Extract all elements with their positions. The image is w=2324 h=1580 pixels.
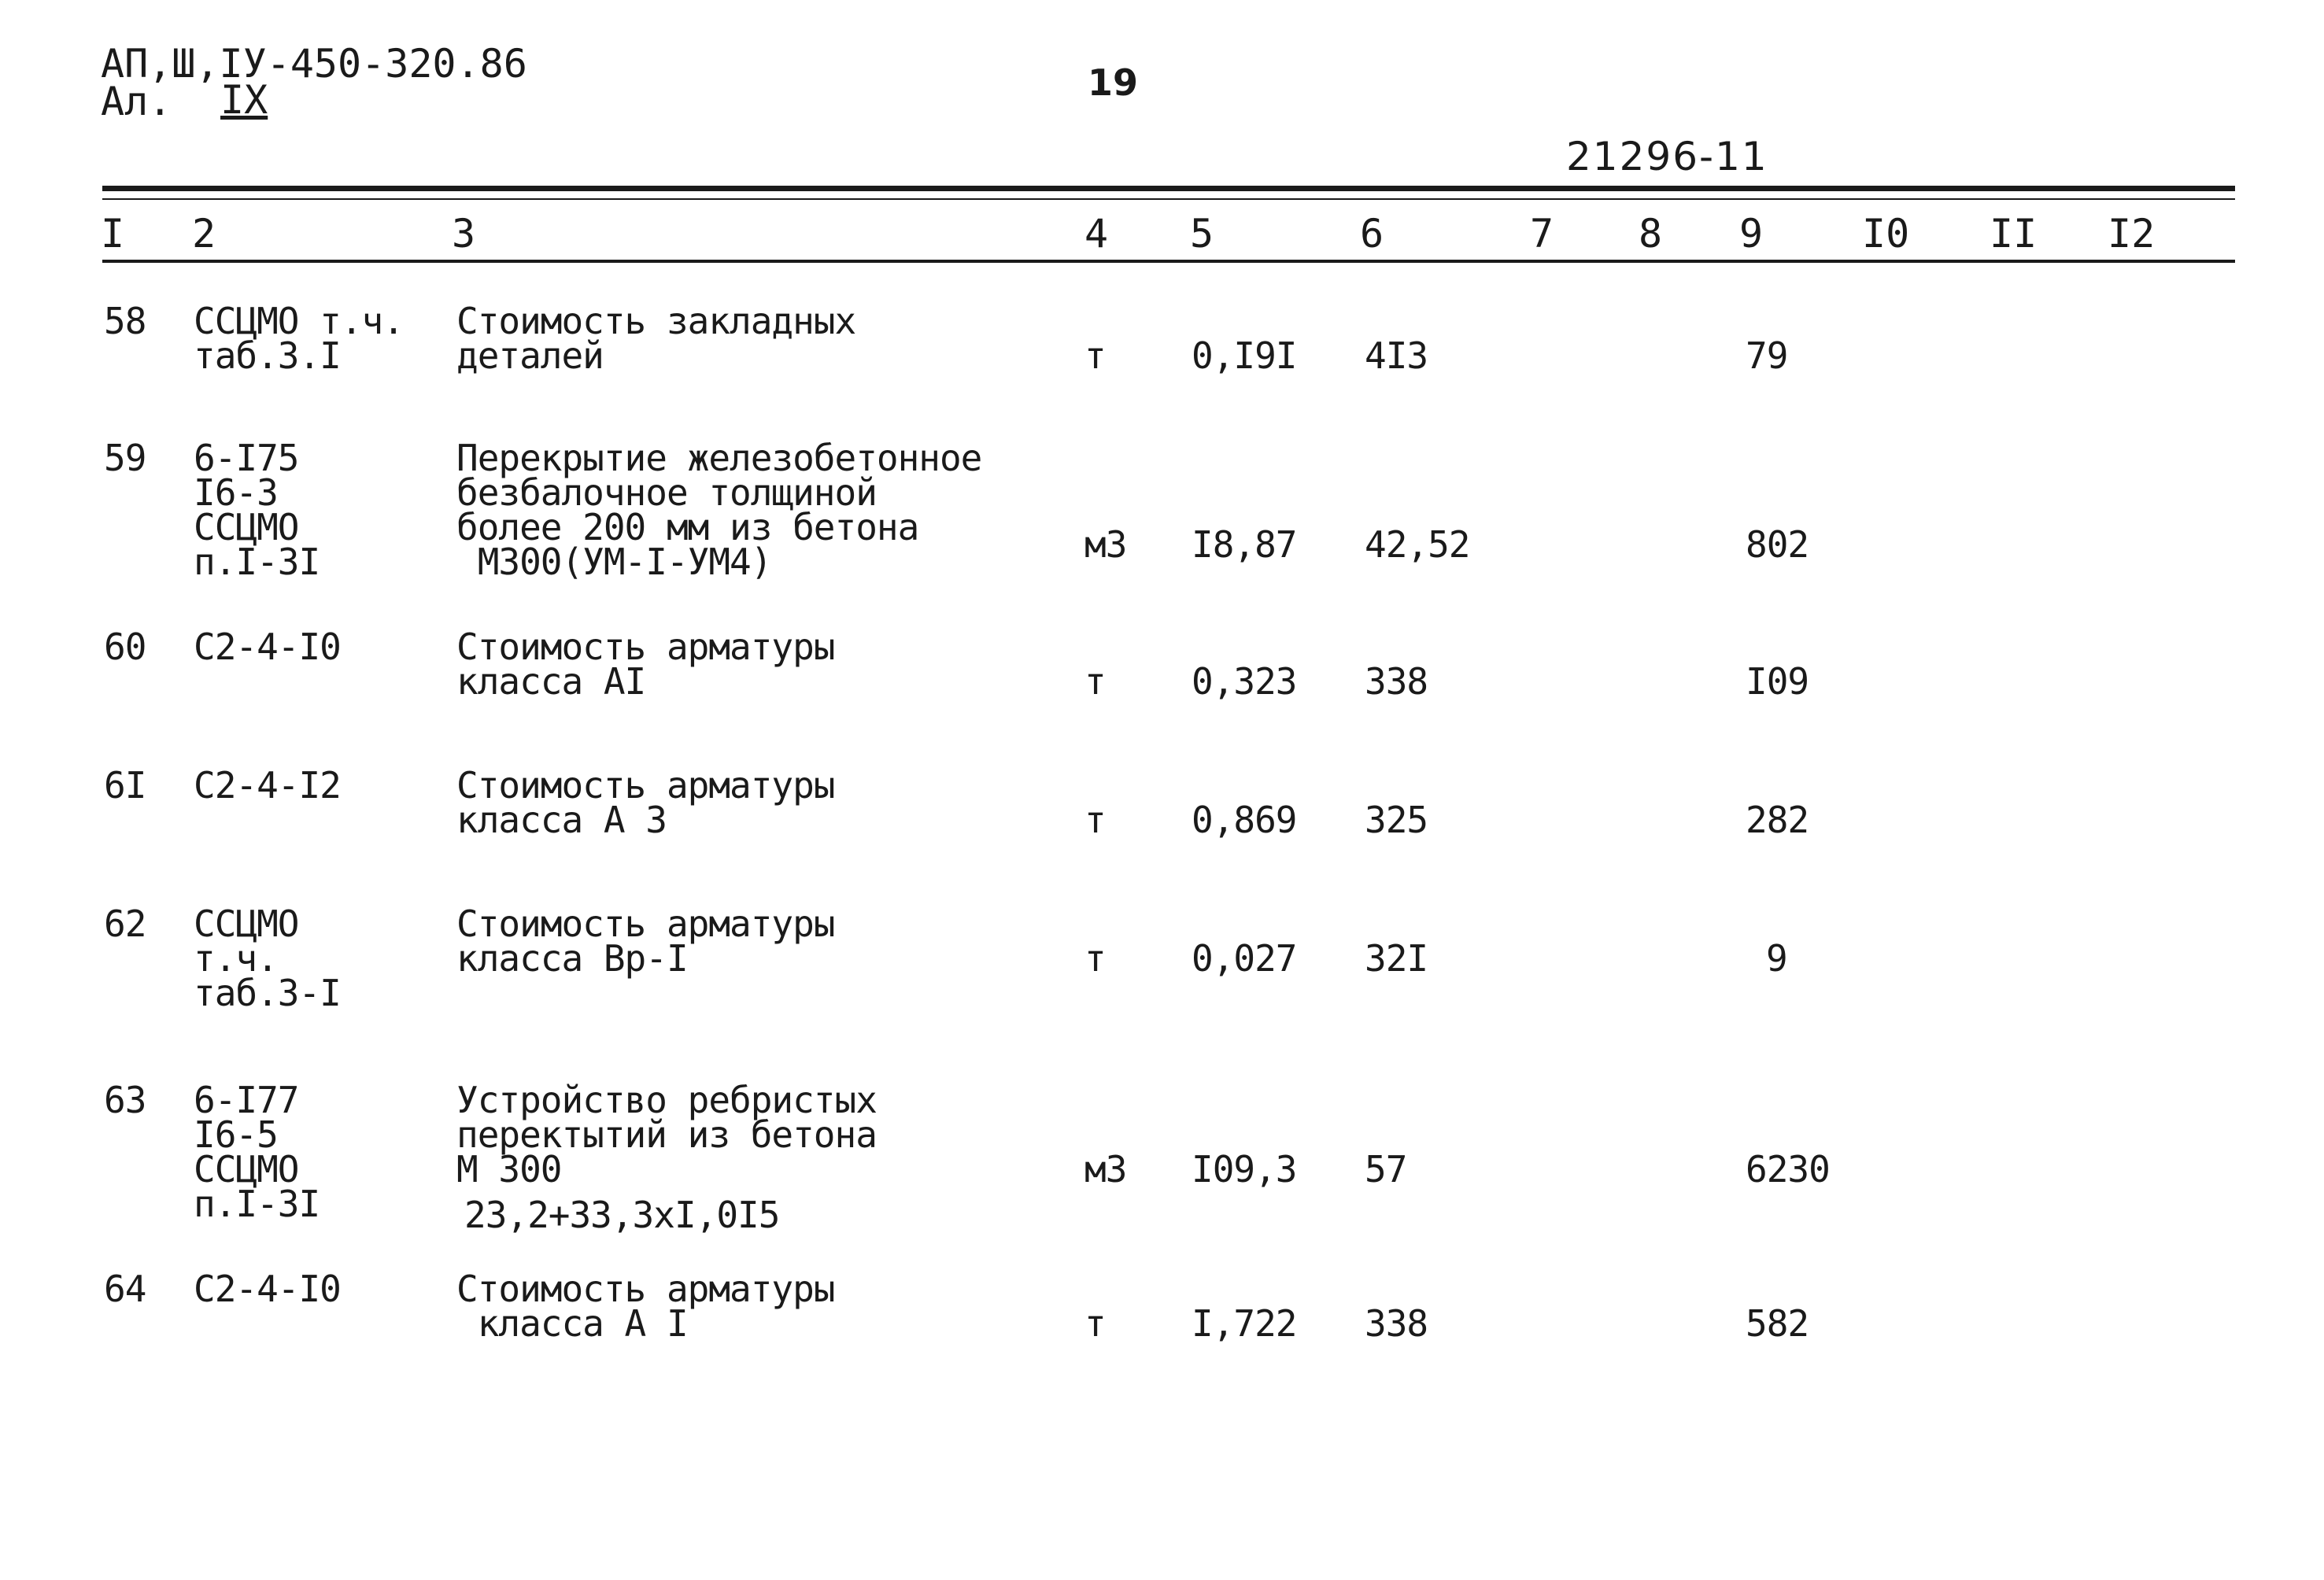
work-description: Перекрытие железобетонное [456,437,982,479]
norm-code: п.I-3I [194,541,320,583]
norm-code: п.I-3I [194,1183,320,1225]
norm-code: таб.3-I [194,972,341,1014]
row-number: 58 [104,300,146,342]
unit: м3 [1084,523,1127,566]
unit-price: 338 [1365,1302,1428,1345]
work-description: более 200 мм из бетона [456,506,919,548]
work-description: Стоимость арматуры [456,903,835,945]
quantity: I8,87 [1192,523,1297,566]
norm-code: С2-4-I2 [194,764,341,807]
unit-price: 57 [1365,1148,1407,1191]
unit-price: 338 [1365,660,1428,703]
work-description: Стоимость арматуры [456,1268,835,1310]
column-header: 5 [1190,211,1214,257]
norm-code: С2-4-I0 [194,626,341,668]
column-header: 6 [1360,211,1384,257]
unit-price: 32I [1365,937,1428,980]
doc-code-line2-prefix: Ал. [101,79,172,124]
unit: т [1084,1302,1106,1345]
column-header: I2 [2108,211,2156,257]
work-description: класса А I [456,1302,688,1345]
quantity: 0,I9I [1192,334,1297,377]
column-header: 7 [1530,211,1554,257]
unit: т [1084,937,1106,980]
row-number: 62 [104,903,146,945]
work-description: Стоимость арматуры [456,626,835,668]
work-description: деталей [456,334,604,377]
column-header: 8 [1639,211,1663,257]
handwritten-reference: 21296-11 [1566,134,1768,179]
work-description: безбалочное толщиной [456,471,877,514]
quantity: 0,869 [1192,799,1297,841]
work-description: Устройство ребристых [456,1079,877,1121]
unit: т [1084,660,1106,703]
unit: м3 [1084,1148,1127,1191]
quantity: I,722 [1192,1302,1297,1345]
work-description: Стоимость арматуры [456,764,835,807]
column-header: 2 [192,211,216,257]
norm-code: ССЦМО [194,1148,299,1191]
doc-code-line1: АП,Ш,IУ-450-320.86 [101,41,527,87]
total-cost: I09 [1746,660,1809,703]
norm-code: ССЦМО т.ч. [194,300,404,342]
total-cost: 6230 [1746,1148,1830,1191]
quantity: I09,3 [1192,1148,1297,1191]
column-header: 4 [1084,211,1109,257]
top-rule-thin [102,198,2235,200]
row-number: 60 [104,626,146,668]
calc-note: 23,2+33,3хI,0I5 [464,1194,780,1236]
total-cost: 79 [1746,334,1788,377]
work-description: Стоимость закладных [456,300,856,342]
work-description: перектытий из бетона [456,1113,877,1156]
work-description: класса АI [456,660,646,703]
work-description: класса А 3 [456,799,667,841]
column-header: I [101,211,125,257]
unit-price: 4I3 [1365,334,1428,377]
row-number: 63 [104,1079,146,1121]
total-cost: 9 [1766,937,1787,980]
column-header: II [1990,211,2038,257]
norm-code: 6-I75 [194,437,299,479]
total-cost: 282 [1746,799,1809,841]
total-cost: 582 [1746,1302,1809,1345]
column-header: 3 [452,211,476,257]
norm-code: ССЦМО [194,506,299,548]
row-number: 64 [104,1268,146,1310]
norm-code: I6-5 [194,1113,278,1156]
unit-price: 325 [1365,799,1428,841]
norm-code: 6-I77 [194,1079,299,1121]
norm-code: С2-4-I0 [194,1268,341,1310]
unit: т [1084,799,1106,841]
work-description: М 300 [456,1148,562,1191]
column-header: 9 [1739,211,1764,257]
top-rule-thick [102,186,2235,191]
total-cost: 802 [1746,523,1809,566]
norm-code: таб.3.I [194,334,341,377]
unit-price: 42,52 [1365,523,1470,566]
norm-code: т.ч. [194,937,278,980]
work-description: М300(УМ-I-УМ4) [456,541,772,583]
unit: т [1084,334,1106,377]
work-description: класса Вр-I [456,937,688,980]
column-header: I0 [1862,211,1910,257]
norm-code: I6-3 [194,471,278,514]
norm-code: ССЦМО [194,903,299,945]
row-number: 59 [104,437,146,479]
header-bottom-rule [102,260,2235,263]
quantity: 0,323 [1192,660,1297,703]
doc-code-line2-value: IX [220,77,268,123]
quantity: 0,027 [1192,937,1297,980]
row-number: 6I [104,764,146,807]
page-number: 19 [1088,61,1139,104]
